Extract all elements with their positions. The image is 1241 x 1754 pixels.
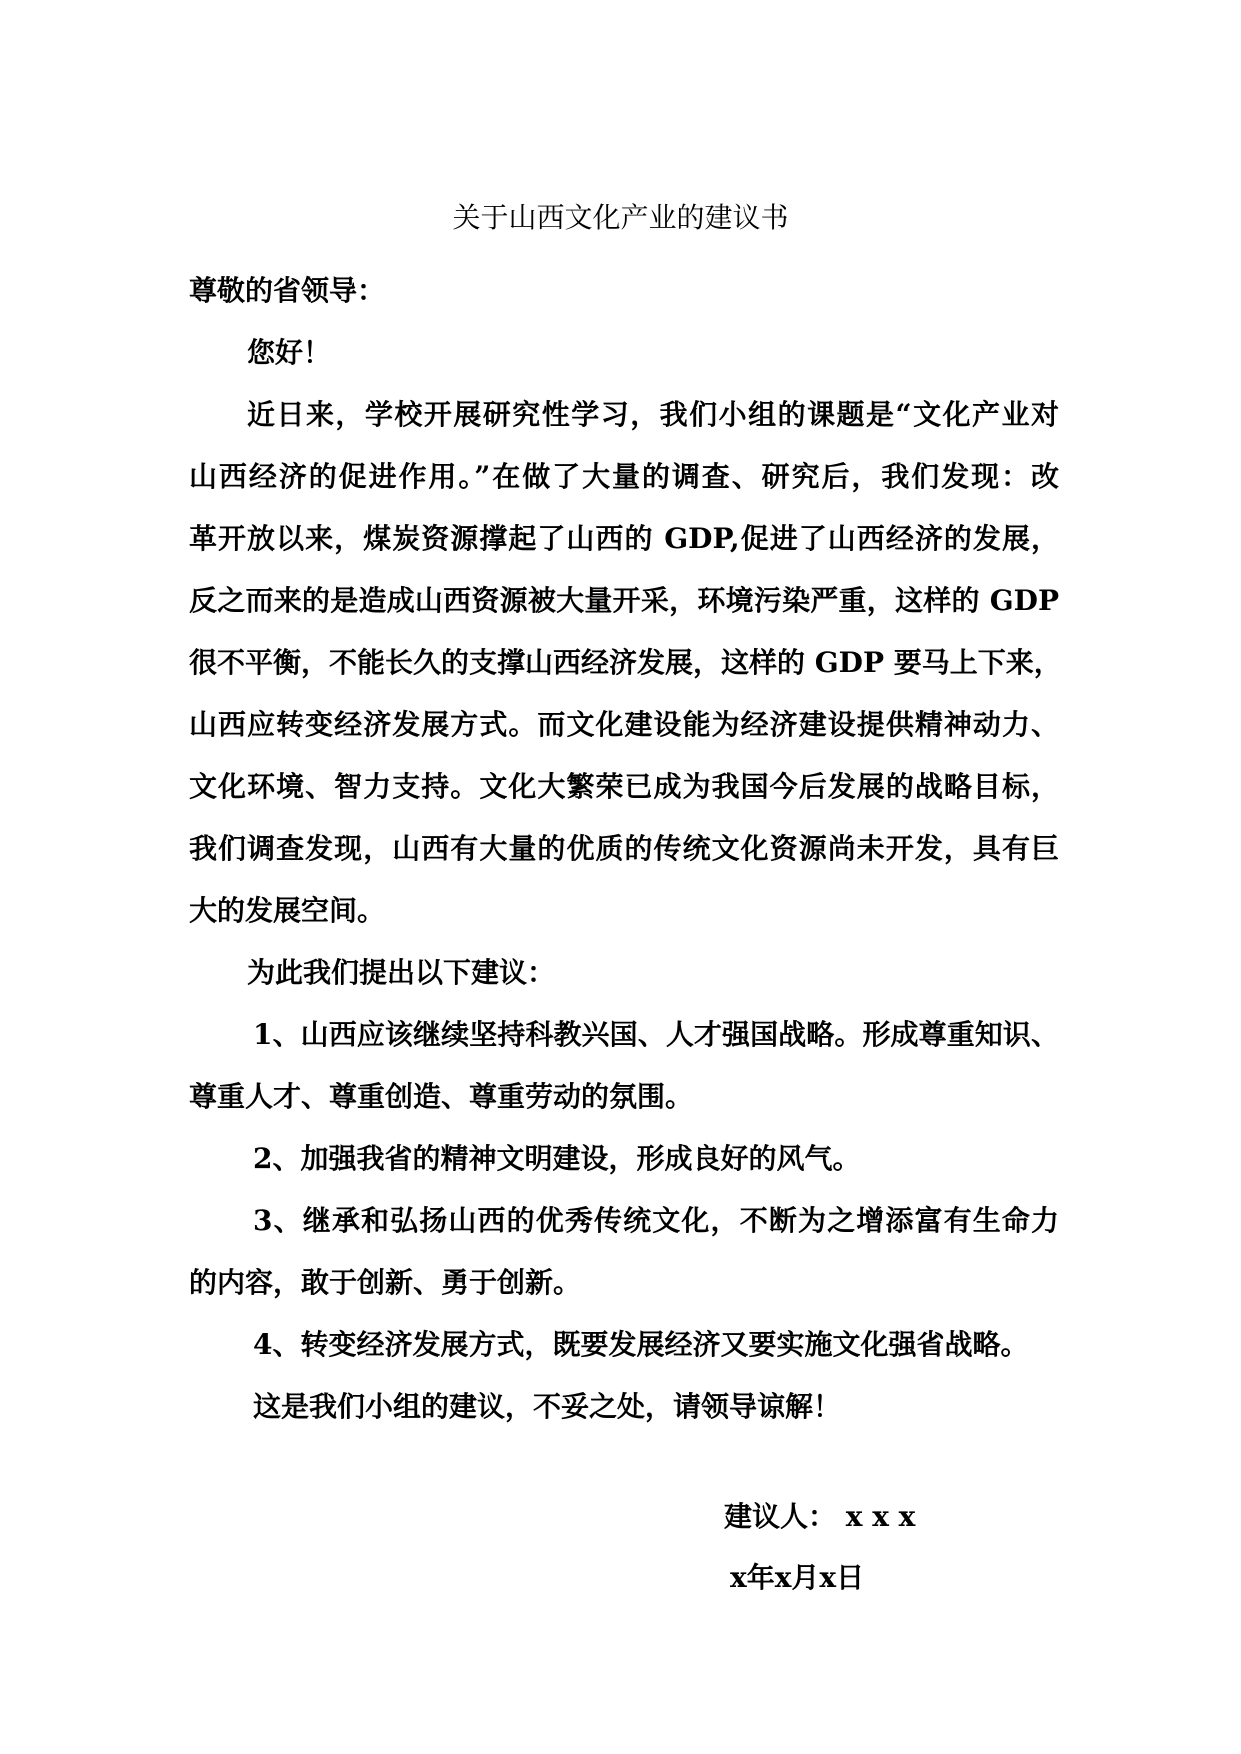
proposal-lead: 为此我们提出以下建议： <box>247 956 556 989</box>
date-line: x年x月x日 <box>730 1561 865 1594</box>
signer-line: 建议人： x x x <box>724 1500 916 1533</box>
proposal-item-1: 1、山西应该继续坚持科教兴国、人才强国战略。形成尊重知识、 <box>253 1018 1059 1051</box>
intro-line: 大的发展空间。 <box>189 894 386 927</box>
proposal-item-2: 2、加强我省的精神文明建设，形成良好的风气。 <box>253 1142 861 1175</box>
proposal-item-1-cont: 尊重人才、尊重创造、尊重劳动的氛围。 <box>189 1080 694 1113</box>
intro-line: 山西应转变经济发展方式。而文化建设能为经济建设提供精神动力、 <box>189 708 1059 741</box>
document-body <box>189 260 1062 1438</box>
proposal-item-3: 3、继承和弘扬山西的优秀传统文化，不断为之增添富有生命力 <box>253 1204 1059 1237</box>
intro-line: 很不平衡，不能长久的支撑山西经济发展，这样的 GDP 要马上下来， <box>189 646 1062 679</box>
intro-line: 近日来，学校开展研究性学习，我们小组的课题是“文化产业对 <box>247 398 1059 431</box>
salutation: 尊敬的省领导： <box>189 274 386 307</box>
intro-line: 革开放以来，煤炭资源撑起了山西的 GDP,促进了山西经济的发展， <box>189 522 1059 555</box>
document-title: 关于山西文化产业的建议书 <box>452 201 789 234</box>
intro-line: 我们调查发现，山西有大量的优质的传统文化资源尚未开发，具有巨 <box>189 832 1059 865</box>
closing-line: 这是我们小组的建议，不妥之处，请领导谅解！ <box>253 1390 842 1423</box>
proposal-item-3-cont: 的内容，敢于创新、勇于创新。 <box>189 1266 582 1299</box>
intro-line: 反之而来的是造成山西资源被大量开采，环境污染严重，这样的 GDP <box>189 584 1059 617</box>
intro-line: 文化环境、智力支持。文化大繁荣已成为我国今后发展的战略目标， <box>189 770 1059 803</box>
intro-line: 山西经济的促进作用。”在做了大量的调查、研究后，我们发现：改 <box>189 460 1059 493</box>
proposal-item-4: 4、转变经济发展方式，既要发展经济又要实施文化强省战略。 <box>253 1328 1029 1361</box>
greeting: 您好！ <box>247 336 332 369</box>
